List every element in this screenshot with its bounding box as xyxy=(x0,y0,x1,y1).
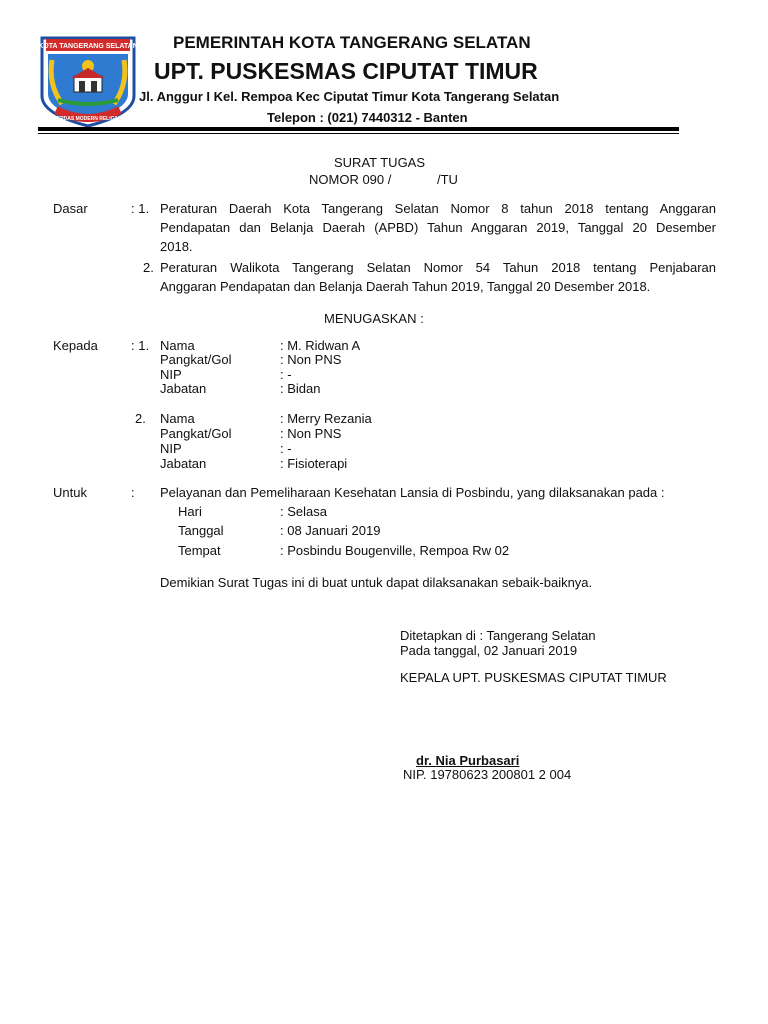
person-1-position-value: : Bidan xyxy=(280,381,321,396)
day-value: : Selasa xyxy=(280,504,327,519)
person-2-position-key: Jabatan xyxy=(160,456,207,471)
signature-place: Ditetapkan di : Tangerang Selatan xyxy=(400,628,596,643)
person-2-name-key: Nama xyxy=(160,411,195,426)
untuk-label: Untuk xyxy=(53,485,87,500)
logo-text-bottom: CERDAS MODERN RELIGIUS xyxy=(53,116,123,122)
menugaskan-heading: MENUGASKAN : xyxy=(324,311,424,326)
dasar-item-1-line-2: Pendapatan dan Belanja Daerah (APBD) Tahun Anggaran 2019, Tanggal 20 Desember xyxy=(160,220,716,235)
day-key: Hari xyxy=(178,504,202,519)
dasar-item-1-line-3: 2018. xyxy=(160,239,193,254)
dasar-item-2-line-2: Anggaran Pendapatan dan Belanja Daerah Tahun 2019, Tanggal 20 Desember 2018. xyxy=(160,279,651,294)
signatory-nip: NIP. 19780623 200801 2 004 xyxy=(403,767,572,782)
closing-sentence: Demikian Surat Tugas ini di buat untuk dapat dilaksanakan sebaik-baiknya. xyxy=(160,575,593,590)
phone-line: Telepon : (021) 7440312 - Banten xyxy=(267,110,468,125)
person-2-nip-value: : - xyxy=(280,441,292,456)
date-value: : 08 Januari 2019 xyxy=(280,523,381,538)
letter-number-prefix: NOMOR 090 / xyxy=(309,172,392,187)
header-rule-thick xyxy=(38,127,679,131)
government-name: PEMERINTAH KOTA TANGERANG SELATAN xyxy=(173,33,531,52)
date-key: Tanggal xyxy=(178,523,224,538)
person-2-name-value: : Merry Rezania xyxy=(280,411,372,426)
organization-name: UPT. PUSKESMAS CIPUTAT TIMUR xyxy=(154,58,538,84)
person-2-number: 2. xyxy=(135,411,146,426)
kepada-label: Kepada xyxy=(53,338,98,353)
logo-text-top: KOTA TANGERANG SELATAN xyxy=(38,43,138,50)
person-1-rank-key: Pangkat/Gol xyxy=(160,352,232,367)
person-1-name-value: : M. Ridwan A xyxy=(280,338,361,353)
person-1-nip-key: NIP xyxy=(160,367,182,382)
untuk-text: Pelayanan dan Pemeliharaan Kesehatan Lansia di Posbindu, yang dilaksanakan pada : xyxy=(160,485,665,500)
person-1-position-key: Jabatan xyxy=(160,381,207,396)
person-1-nip-value: : - xyxy=(280,367,292,382)
header-rule-thin xyxy=(38,133,679,134)
address-line: Jl. Anggur I Kel. Rempoa Kec Ciputat Timur Kota Tangerang Selatan xyxy=(139,89,560,104)
place-value: : Posbindu Bougenville, Rempoa Rw 02 xyxy=(280,543,510,558)
person-2-rank-value: : Non PNS xyxy=(280,426,342,441)
person-1-number: : 1. xyxy=(131,338,150,353)
person-2-position-value: : Fisioterapi xyxy=(280,456,348,471)
dasar-label: Dasar xyxy=(53,201,88,216)
dasar-item-1-line-1: Peraturan Daerah Kota Tangerang Selatan Nomor 8 tahun 2018 tentang Anggaran xyxy=(160,201,716,216)
untuk-colon: : xyxy=(131,485,135,500)
person-1-rank-value: : Non PNS xyxy=(280,352,342,367)
city-emblem-logo xyxy=(38,34,138,130)
signatory-name: dr. Nia Purbasari xyxy=(416,753,520,768)
dasar-item-2-number: 2. xyxy=(143,260,154,275)
letter-number-suffix: /TU xyxy=(437,172,458,187)
person-2-rank-key: Pangkat/Gol xyxy=(160,426,232,441)
person-1-name-key: Nama xyxy=(160,338,195,353)
signature-date: Pada tanggal, 02 Januari 2019 xyxy=(400,643,578,658)
dasar-item-1-number: : 1. xyxy=(131,201,150,216)
place-key: Tempat xyxy=(178,543,221,558)
dasar-item-2-line-1: Peraturan Walikota Tangerang Selatan Nomor 54 Tahun 2018 tentang Penjabaran xyxy=(160,260,716,275)
person-2-nip-key: NIP xyxy=(160,441,182,456)
letter-title: SURAT TUGAS xyxy=(334,155,426,170)
signatory-position: KEPALA UPT. PUSKESMAS CIPUTAT TIMUR xyxy=(400,670,667,685)
